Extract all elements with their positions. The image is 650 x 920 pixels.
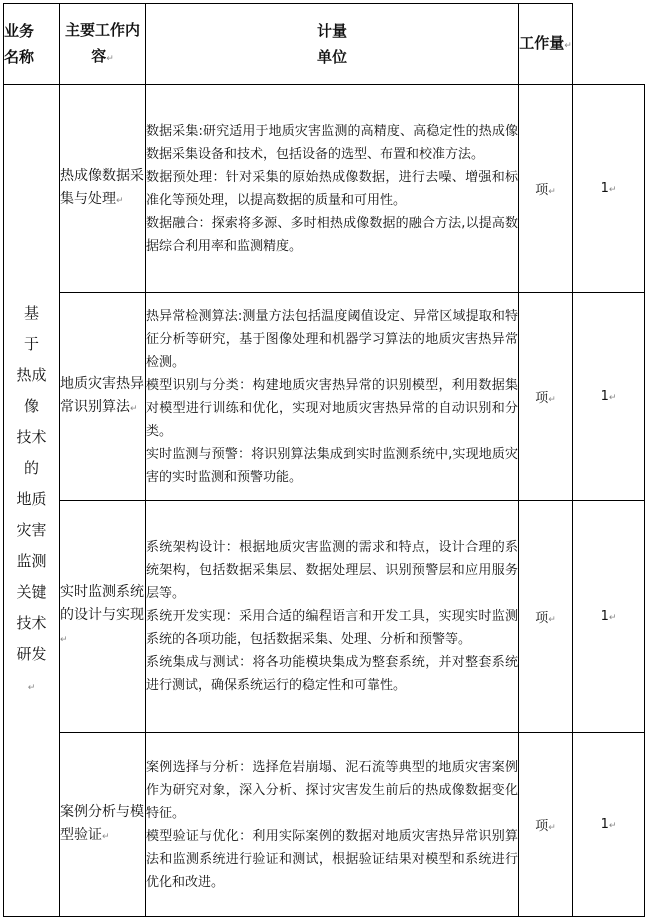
topic-cell: 热成像数据采集与处理↵ [60, 85, 146, 293]
quantity-cell: 1↵ [573, 501, 645, 733]
content-cell [146, 85, 519, 293]
unit-text: 项 [535, 819, 549, 834]
business-text [4, 298, 59, 670]
topic-text: 热成像数据采集与处理 [60, 167, 144, 207]
content-line: 实时监测与预警：将识别算法集成到实时监测系统中,实现地质灾害的实时监测和预警功能。 [146, 446, 518, 485]
unit-cell: 项↵ [519, 501, 573, 733]
header-unit-text: 计量单位 [316, 22, 347, 66]
unit-cell: 项↵ [519, 293, 573, 501]
topic-cell: 实时监测系统的设计与实现↵ [60, 501, 146, 733]
quantity-text: 1 [600, 181, 609, 196]
table-row [4, 85, 645, 293]
content-line: 案例选择与分析：选择危岩崩塌、泥石流等典型的地质灾害案例作为研究对象，深入分析、探讨灾害发生前后的热成像数据变化特征。 [146, 759, 518, 821]
quantity-cell: 1↵ [573, 85, 645, 293]
business-text-line: 热成 [16, 365, 47, 384]
topic-text: 地质灾害热异常识别算法 [60, 375, 144, 415]
quantity-text: 1 [600, 389, 609, 404]
unit-cell: 项↵ [519, 733, 573, 917]
unit-cell: 项↵ [519, 85, 573, 293]
topic-cell: 地质灾害热异常识别算法↵ [60, 293, 146, 501]
content-cell [146, 501, 519, 733]
quantity-text: 1 [600, 817, 609, 832]
business-text-line: 研发 [16, 644, 47, 663]
content-line: 热异常检测算法:测量方法包括温度阈值设定、异常区域提取和特征分析等研究，基于图像处理和机器学习算法的地质灾害热异常检测。 [146, 308, 518, 370]
topic-cell: 案例分析与模型验证↵ [60, 733, 146, 917]
business-text-line: 技术 [16, 613, 47, 632]
content-line: 数据融合：探索将多源、多时相热成像数据的融合方法,以提高数据综合利用率和监测精度。 [146, 215, 518, 254]
header-business-name [4, 4, 60, 85]
unit-text: 项 [535, 183, 549, 198]
content-line: 数据预处理：针对采集的原始热成像数据，进行去噪、增强和标准化等预处理，以提高数据的质量和可用性。 [146, 169, 518, 208]
business-text-line: 技术 [16, 427, 47, 446]
table-row [4, 733, 645, 917]
business-text-line: 监测 [16, 551, 47, 570]
content-line: 系统架构设计：根据地质灾害监测的需求和特点，设计合理的系统架构，包括数据采集层、数据处理层、识别预警层和应用服务层等。 [146, 540, 518, 601]
header-quantity: 工作量↵ [519, 4, 573, 85]
business-text-line: 关键 [16, 582, 47, 601]
quantity-cell: 1↵ [573, 293, 645, 501]
topic-text: 案例分析与模型验证 [60, 803, 144, 843]
business-text-line: 基 [23, 303, 39, 322]
work-table [3, 3, 645, 917]
header-business-name-text: 业务名称 [4, 22, 35, 66]
content-line: 模型验证与优化：利用实际案例的数据对地质灾害热异常识别算法和监测系统进行验证和测试，根据验证结果对模型和系统进行优化和改进。 [146, 828, 518, 890]
content-line: 系统集成与测试：将各功能模块集成为整套系统，并对整套系统进行测试，确保系统运行的稳定性和可靠性。 [146, 655, 518, 693]
quantity-text: 1 [600, 609, 609, 624]
topic-text: 实时监测系统的设计与实现 [60, 584, 144, 623]
business-text-line: 地质 [16, 489, 47, 508]
header-unit [146, 4, 519, 85]
header-row [4, 4, 645, 85]
business-text-line: 于 [23, 334, 39, 353]
table-row [4, 293, 645, 501]
unit-text: 项 [535, 611, 549, 626]
content-cell [146, 293, 519, 501]
business-text-line: 像 [23, 396, 39, 415]
business-cell: 基 于 热成 像 技术 的 地质 灾害 监测 关键 技术 研发 ↵ [4, 85, 60, 917]
business-text-line: 灾害 [16, 520, 47, 539]
unit-text: 项 [535, 391, 549, 406]
quantity-cell: 1↵ [573, 733, 645, 917]
business-text-line: 的 [23, 458, 39, 477]
header-main-content: 主要工作内容↵ [60, 4, 146, 85]
content-cell [146, 733, 519, 917]
header-main-content-text: 主要工作内容 [64, 20, 140, 65]
content-line: 模型识别与分类：构建地质灾害热异常的识别模型，利用数据集对模型进行训练和优化，实现对地质灾害热异常的自动识别和分类。 [146, 377, 518, 439]
header-quantity-text: 工作量 [519, 33, 565, 52]
table-row [4, 501, 645, 733]
content-line: 数据采集:研究适用于地质灾害监测的高精度、高稳定性的热成像数据采集设备和技术，包括设备的选型、布置和校准方法。 [146, 123, 518, 162]
content-line: 系统开发实现：采用合适的编程语言和开发工具，实现实时监测系统的各项功能，包括数据采集、处理、分析和预警等。 [146, 609, 518, 647]
